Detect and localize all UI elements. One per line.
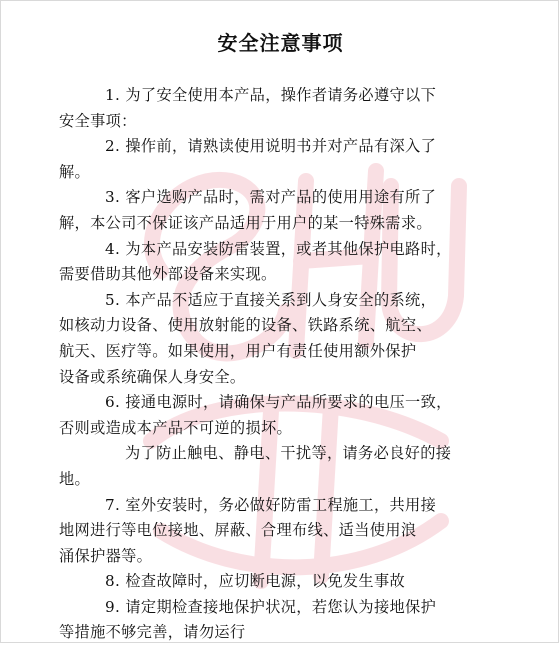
text-line: 需要借助其他外部设备来实现。 bbox=[59, 265, 277, 284]
text-line: 涌保护器等。 bbox=[59, 546, 153, 565]
text-line: 设备或系统确保人身安全。 bbox=[59, 367, 246, 386]
text-line: 解。 bbox=[59, 162, 91, 181]
text-line: 地。 bbox=[59, 469, 91, 488]
text-line: 为了防止触电、静电、干扰等，请务必良好的接 bbox=[125, 444, 452, 463]
text-line: 4. 为本产品安装防雷装置，或者其他保护电路时， bbox=[105, 239, 452, 258]
text-line: 安全事项： bbox=[59, 111, 137, 130]
text-line: 6. 接通电源时，请确保与产品所要求的电压一致， bbox=[105, 393, 452, 412]
document-body bbox=[59, 83, 514, 646]
text-line: 5. 本产品不适应于直接关系到人身安全的系统， bbox=[105, 290, 437, 309]
text-line: 2. 操作前，请熟读使用说明书并对产品有深入了 bbox=[105, 137, 437, 156]
text-line: 地网进行等电位接地、屏蔽、合理布线、适当使用浪 bbox=[59, 521, 417, 540]
page-title: 安全注意事项 bbox=[217, 31, 344, 55]
text-line: 1. 为了安全使用本产品，操作者请务必遵守以下 bbox=[105, 86, 437, 104]
text-line: 8. 检查故障时，应切断电源，以免发生事故 bbox=[105, 572, 406, 591]
text-line: 9. 请定期检查接地保护状况，若您认为接地保护 bbox=[105, 597, 437, 616]
text-line: 航天、医疗等。如果使用，用户有责任使用额外保护 bbox=[59, 341, 417, 360]
text-line: 解，本公司不保证该产品适用于用户的某一特殊需求。 bbox=[59, 213, 432, 232]
text-line: 否则或造成本产品不可逆的损坏。 bbox=[59, 418, 293, 437]
text-line: 如核动力设备、使用放射能的设备、铁路系统、航空、 bbox=[59, 316, 432, 335]
text-line: 等措施不够完善，请勿运行 bbox=[59, 623, 246, 642]
text-line: 7. 室外安装时，务必做好防雷工程施工，共用接 bbox=[105, 495, 437, 514]
text-line: 3. 客户选购产品时，需对产品的使用用途有所了 bbox=[105, 188, 437, 207]
